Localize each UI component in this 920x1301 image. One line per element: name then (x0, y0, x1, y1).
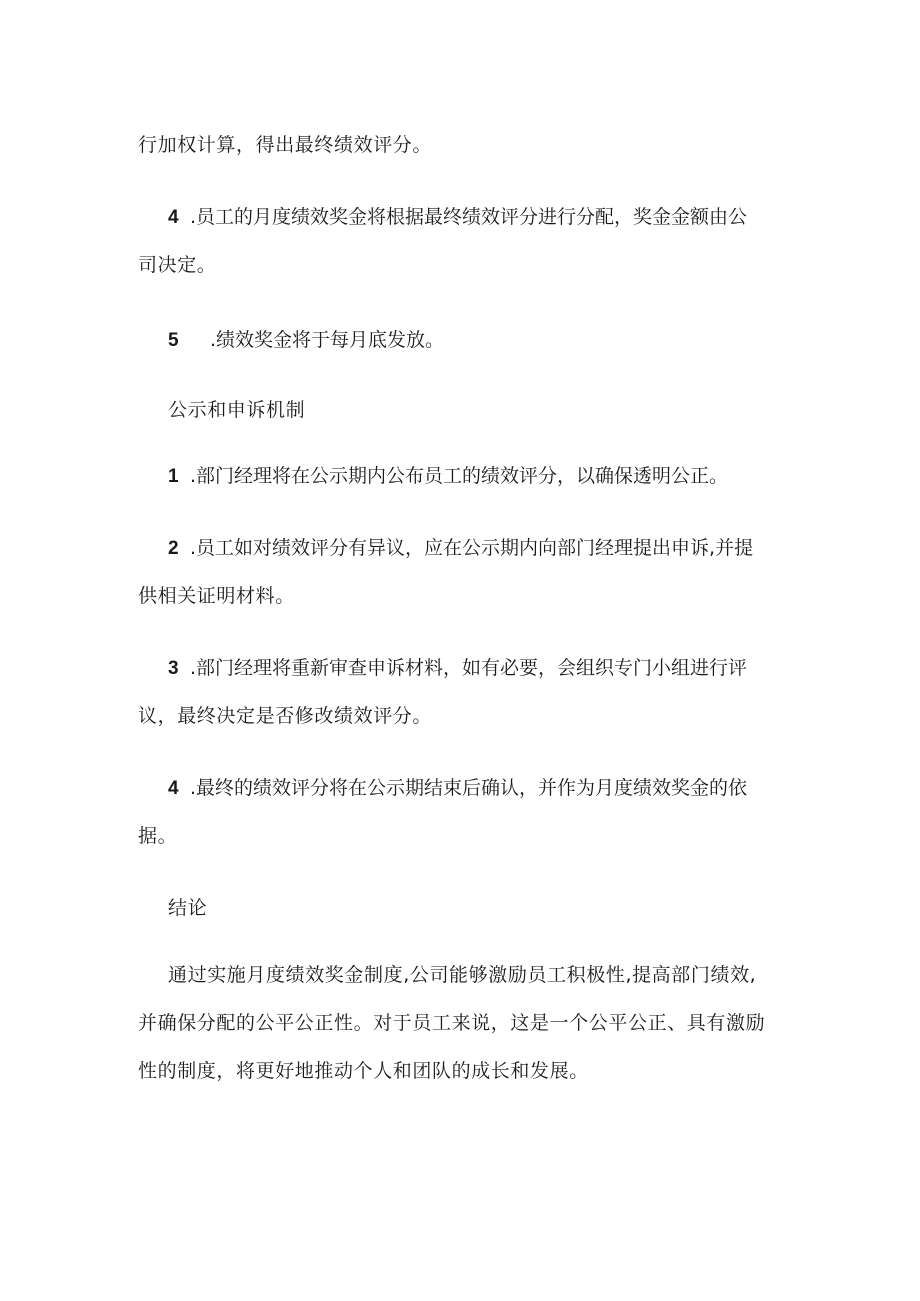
appeal-item-3-line-1 (168, 655, 818, 682)
bonus-item-4-line-1 (168, 204, 818, 231)
list-number: 5 (168, 330, 180, 351)
list-item-text: .员工如对绩效评分有异议，应在公示期内向部门经理提出申诉,并提 (190, 537, 754, 559)
list-number: 1 (168, 466, 180, 487)
section-heading-appeal: 公示和申诉机制 (168, 399, 306, 421)
conclusion-paragraph-line-2: 并确保分配的公平公正性。对于员工来说，这是一个公平公正、具有激励 (138, 1012, 766, 1034)
list-item-text: .部门经理将在公示期内公布员工的绩效评分，以确保透明公正。 (190, 465, 729, 487)
appeal-item-4-line-1 (168, 775, 818, 802)
list-number: 4 (168, 778, 180, 799)
appeal-item-2-line-1 (168, 535, 818, 562)
conclusion-paragraph-line-3: 性的制度，将更好地推动个人和团队的成长和发展。 (138, 1060, 589, 1082)
list-number: 2 (168, 538, 180, 559)
list-number: 4 (168, 207, 180, 228)
list-item-text: .绩效奖金将于每月底发放。 (210, 329, 445, 351)
list-number: 3 (168, 658, 180, 679)
list-item-text: .部门经理将重新审查申诉材料，如有必要，会组织专门小组进行评 (190, 657, 748, 679)
section-heading-conclusion: 结论 (168, 897, 208, 919)
bonus-item-4-line-2: 司决定。 (138, 254, 217, 276)
list-item-text: .最终的绩效评分将在公示期结束后确认，并作为月度绩效奖金的依 (190, 777, 748, 799)
appeal-item-2-line-2: 供相关证明材料。 (138, 585, 295, 607)
continuation-line: 行加权计算，得出最终绩效评分。 (138, 134, 433, 156)
appeal-item-3-line-2: 议，最终决定是否修改绩效评分。 (138, 705, 433, 727)
appeal-item-4-line-2: 据。 (138, 825, 178, 847)
appeal-item-1 (168, 463, 818, 490)
bonus-item-5 (168, 327, 818, 354)
list-item-text: .员工的月度绩效奖金将根据最终绩效评分进行分配，奖金金额由公 (190, 206, 748, 228)
conclusion-paragraph-line-1: 通过实施月度绩效奖金制度,公司能够激励员工积极性,提高部门绩效, (168, 964, 757, 986)
